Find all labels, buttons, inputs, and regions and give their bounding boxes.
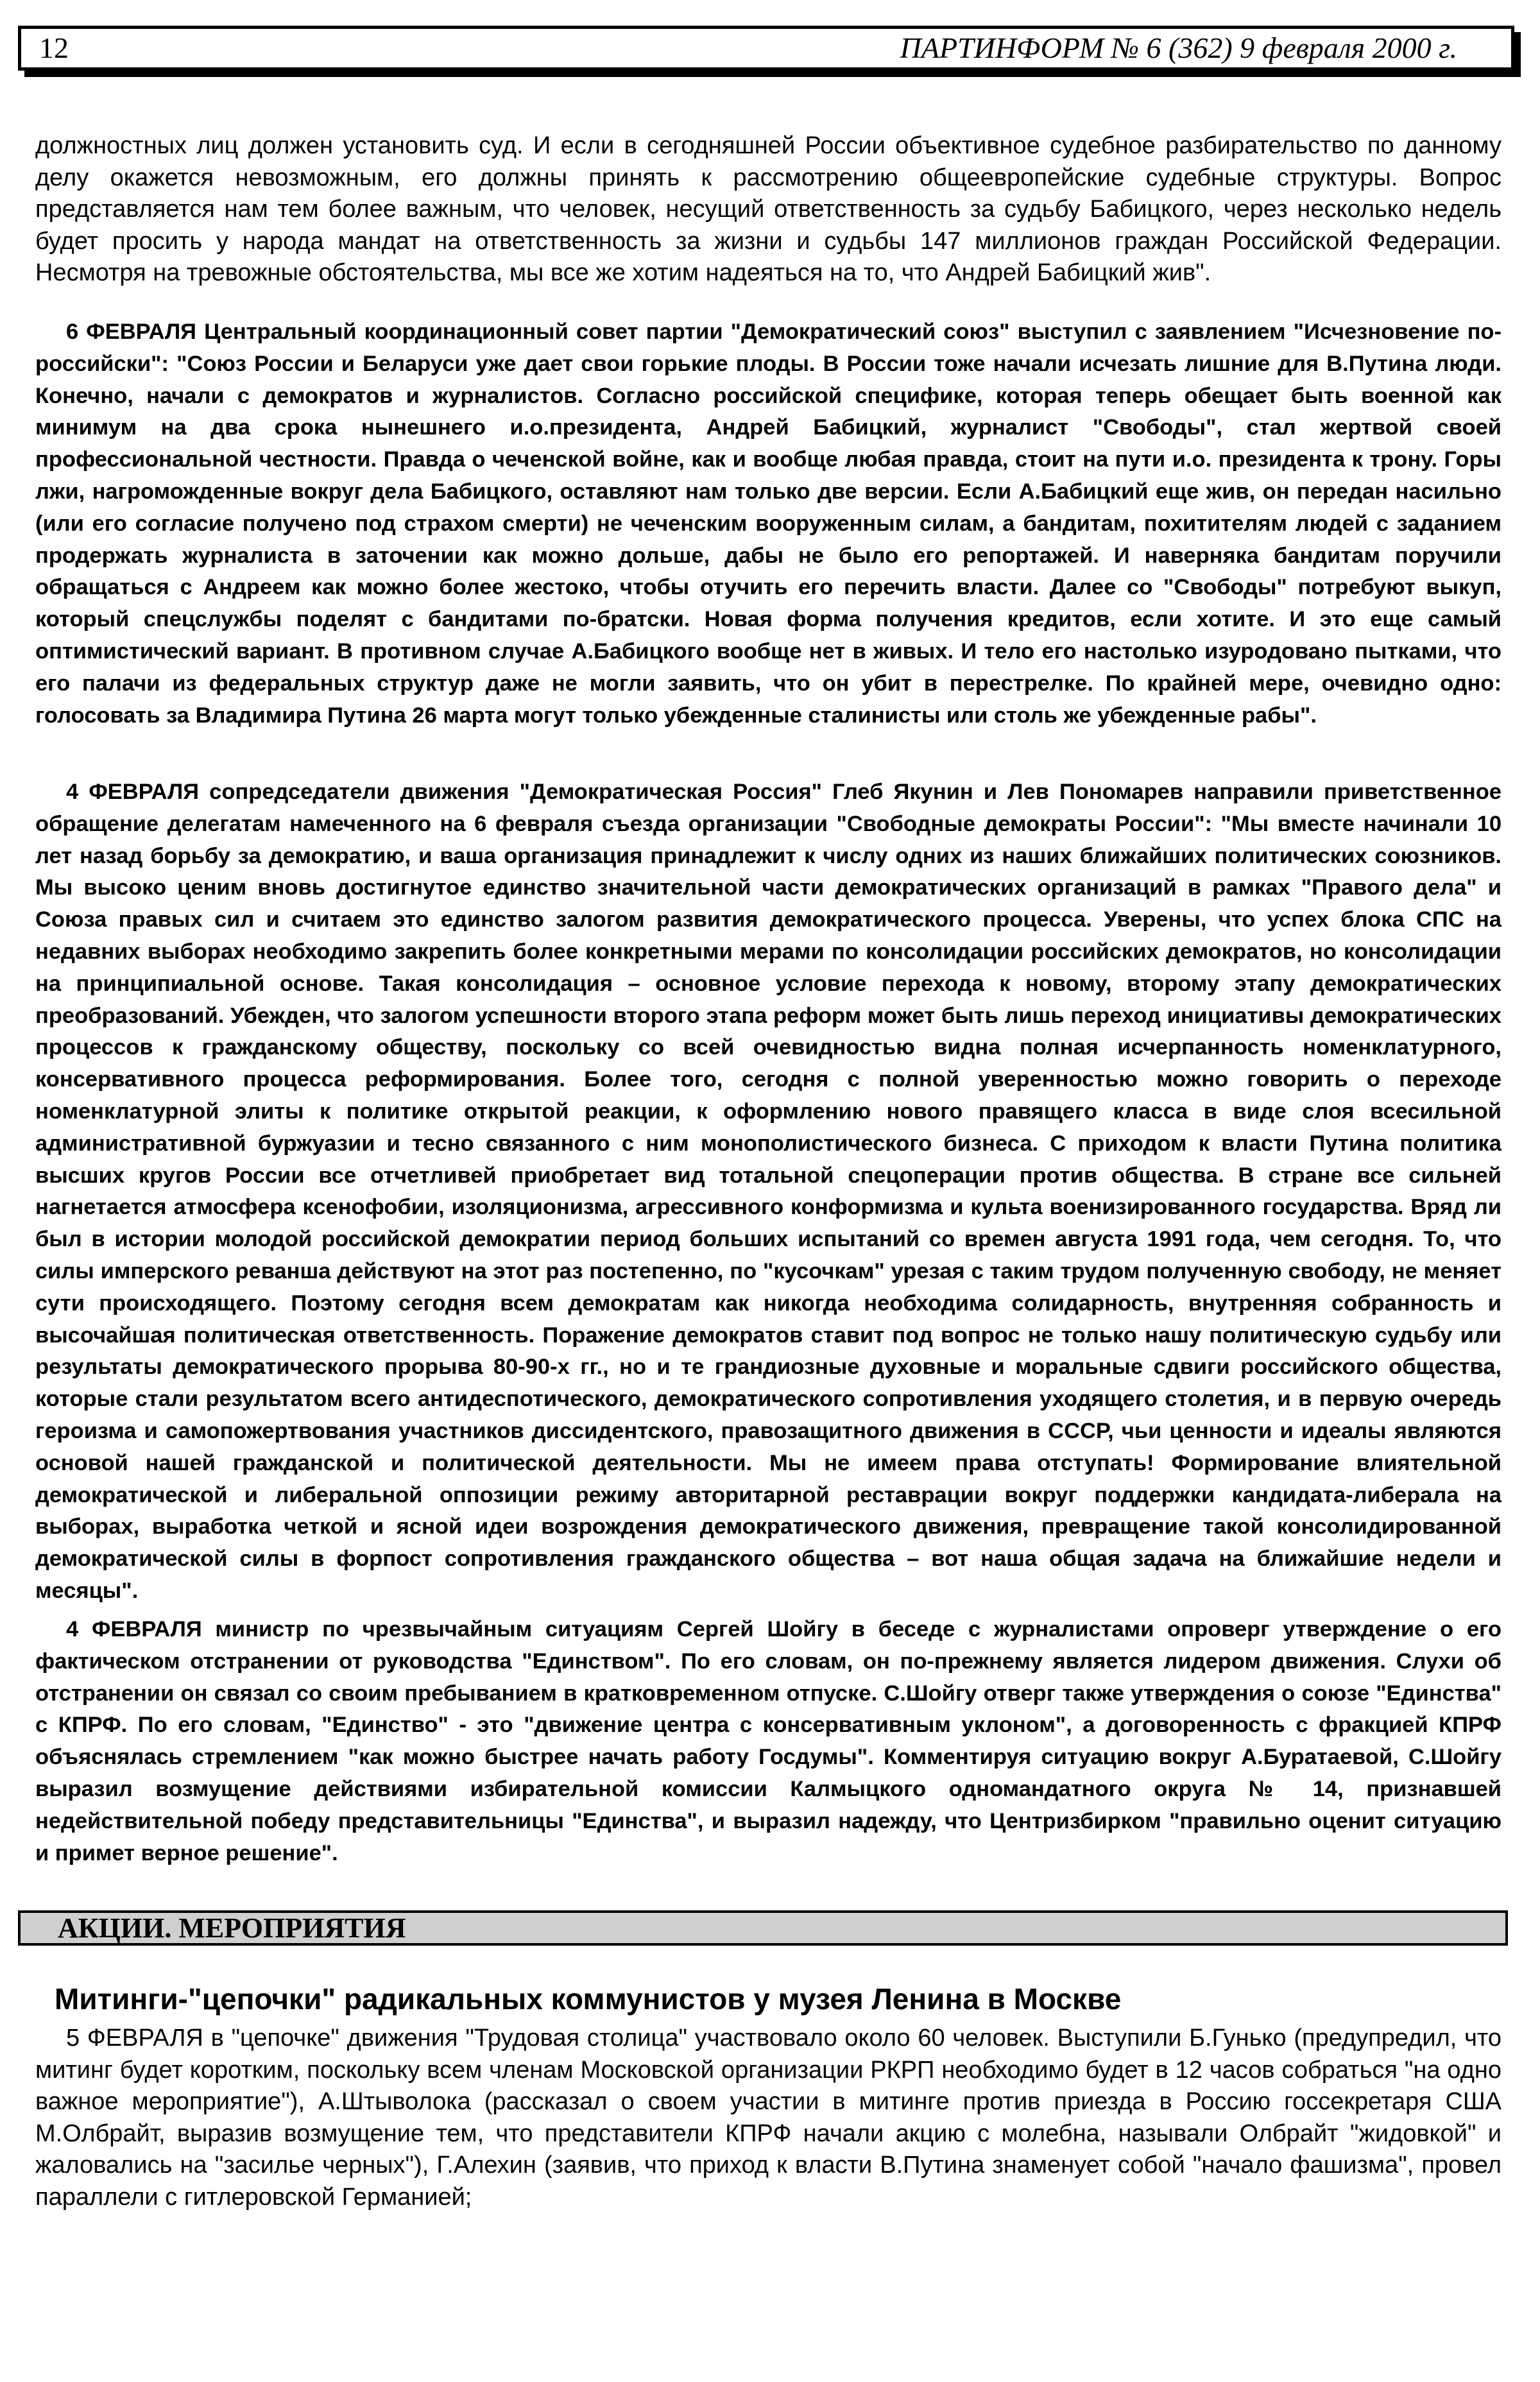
- section-header: [18, 1910, 1508, 1946]
- paragraph-text: должностных лиц должен установить суд. И если в сегодняшней России объективное судебное разбирательство по данному делу окажется невозможным, его должны принять к рассмотрению общеевропейские судебные структуры. Вопрос представляется нам тем более важным, что человек, несущий ответственность за судьбу Бабицкого, через несколько недель будет просить у народа мандат на ответственность за жизни и судьбы 147 миллионов граждан Российской Федерации. Несмотря на тревожные обстоятельства, мы все же хотим надеяться на то, что Андрей Бабицкий жив".: [35, 132, 1502, 286]
- article-title: Митинги-"цепочки" радикальных коммунистов у музея Ленина в Москве: [55, 1982, 1122, 2016]
- paragraph-shoigu: [35, 1614, 1502, 1869]
- issue-info: ПАРТИНФОРМ № 6 (362) 9 февраля 2000 г.: [900, 31, 1457, 64]
- paragraph-text: 4 ФЕВРАЛЯ сопредседатели движения "Демократическая Россия" Глеб Якунин и Лев Пономарев направили приветственное обращение делегатам намеченного на 6 февраля съезда организации "Свободные демократы России": "Мы вместе начинали 10 лет назад борьбу за демократию, и ваша организация принадлежит к числу одних из наших ближайших политических союзников. Мы высоко ценим вновь достигнутое единство значительной части демократических организаций в рамках "Правого дела" и Союза правых сил и считаем это единство залогом развития демократического процесса. Уверены, что успех блока СПС на недавних выборах необходимо закрепить более конкретными мерами по консолидации российских демократов, но консолидации на принципиальной основе. Такая консолидация – основное условие перехода к новому, второму этапу демократических преобразований. Убежден, что залогом успешности второго этапа реформ может быть лишь переход инициативы демократических процессов к гражданскому обществу, поскольку со всей очевидностью видна полная исчерпанность номенклатурного, консервативного процесса реформирования. Более того, сегодня с полной уверенностью можно говорить о переходе номенклатурной элиты к политике открытой реакции, к оформлению нового правящего класса в виде слоя всесильной административной буржуазии и тесно связанного с ним монополистического бизнеса. С приходом к власти Путина политика высших кругов России все отчетливей приобретает вид тотальной спецоперации против общества. В стране все сильней нагнетается атмосфера ксенофобии, изоляционизма, агрессивного конформизма и культа военизированного государства. Вряд ли был в истории молодой российской демократии период больших испытаний со времен августа 1991 года, чем сегодня. То, что силы имперского реванша действуют на этот раз постепенно, по "кусочкам" урезая с таким трудом полученную свободу, не меняет сути происходящего. Поэтому сегодня всем демократам как никогда необходима солидарность, внутренняя собранность и высочайшая политическая ответственность. Поражение демократов ставит под вопрос не только нашу политическую судьбу или результаты демократического прорыва 80-90-х гг., но и те грандиозные духовные и моральные сдвиги российского общества, которые стали результатом всего антидеспотического, демократического сопротивления уходящего столетия, и в первую очередь героизма и самопожертвования участников диссидентского, правозащитного движения в СССР, чьи ценности и идеалы являются основой нашей гражданской и политической деятельности. Мы не имеем права отступать! Формирование влиятельной демократической и либеральной оппозиции режиму авторитарной реставрации вокруг поддержки кандидата-либерала на выборах, выработка четкой и ясной идеи возрождения демократического движения, превращение такой консолидированной демократической силы в форпост сопротивления гражданского общества – вот наша общая задача на ближайшие недели и месяцы".: [35, 780, 1502, 1603]
- paragraph-text: 6 ФЕВРАЛЯ Центральный координационный совет партии "Демократический союз" выступил с заявлением "Исчезновение по-российски": "Союз России и Беларуси уже дает свои горькие плоды. В России тоже начали исчезать лишние для В.Путина люди. Конечно, начали с демократов и журналистов. Согласно российской специфике, которая теперь обещает быть военной как минимум на два срока нынешнего и.о.президента, Андрей Бабицкий, журналист "Свободы", стал жертвой своей профессиональной честности. Правда о чеченской войне, как и вообще любая правда, стоит на пути и.о. президента к трону. Горы лжи, нагроможденные вокруг дела Бабицкого, оставляют нам только две версии. Если А.Бабицкий еще жив, он передан насильно (или его согласие получено под страхом смерти) не чеченским вооруженным силам, а бандитам, похитителям людей с заданием продержать журналиста в заточении как можно дольше, дабы не было его репортажей. И наверняка бандитам поручили обращаться с Андреем как можно более жестоко, чтобы отучить его перечить власти. Далее со "Свободы" потребуют выкуп, который спецслужбы поделят с бандитами по-братски. Новая форма получения кредитов, если хотите. И это еще самый оптимистический вариант. В противном случае А.Бабицкого вообще нет в живых. И тело его настолько изуродовано пытками, что его палачи из федеральных структур даже не могли заявить, что он убит в перестрелке. По крайней мере, очевидно одно: голосовать за Владимира Путина 26 марта могут только убежденные сталинисты или столь же убежденные рабы".: [35, 320, 1502, 728]
- article-body: [35, 2023, 1502, 2213]
- paragraph-dem-russia: [35, 776, 1502, 1607]
- page-number: 12: [39, 31, 69, 64]
- section-title: АКЦИИ. МЕРОПРИЯТИЯ: [58, 1912, 406, 1944]
- paragraph-continuation: [35, 130, 1502, 289]
- paragraph-text: 5 ФЕВРАЛЯ в "цепочке" движения "Трудовая столица" участвовало около 60 человек. Выступили Б.Гунько (предупредил, что митинг будет коротким, поскольку всем членам Московской организации РКРП необходимо будет в 12 часов собраться "на одно важное мероприятие"), А.Штыволока (рассказал о своем участии в митинге против приезда в Россию госсекретаря США М.Олбрайт, выразив возмущение тем, что представители КПРФ начали акцию с молебна, называли Олбрайт "жидовкой" и жаловались на "засилье черных"), Г.Алехин (заявив, что приход к власти В.Путина знаменует собой "начало фашизма", провел параллели с гитлеровской Германией;: [35, 2025, 1502, 2211]
- paragraph-dem-union: [35, 316, 1502, 732]
- paragraph-text: 4 ФЕВРАЛЯ министр по чрезвычайным ситуациям Сергей Шойгу в беседе с журналистами опроверг утверждение о его фактическом отстранении от руководства "Единством". По его словам, он по-прежнему является лидером движения. Слухи об отстранении он связал со своим пребыванием в кратковременном отпуске. С.Шойгу отверг также утверждения о союзе "Единства" с КПРФ. По его словам, "Единство" - это "движение центра с консервативным уклоном", а договоренность с фракцией КПРФ объяснялась стремлением "как можно быстрее начать работу Госдумы". Комментируя ситуацию вокруг А.Буратаевой, С.Шойгу выразил возмущение действиями избирательной комиссии Калмыцкого одномандатного округа № 14, признавшей недействительной победу представительницы "Единства", и выразил надежду, что Центризбирком "правильно оценит ситуацию и примет верное решение".: [35, 1617, 1502, 1865]
- page-header: [18, 26, 1514, 71]
